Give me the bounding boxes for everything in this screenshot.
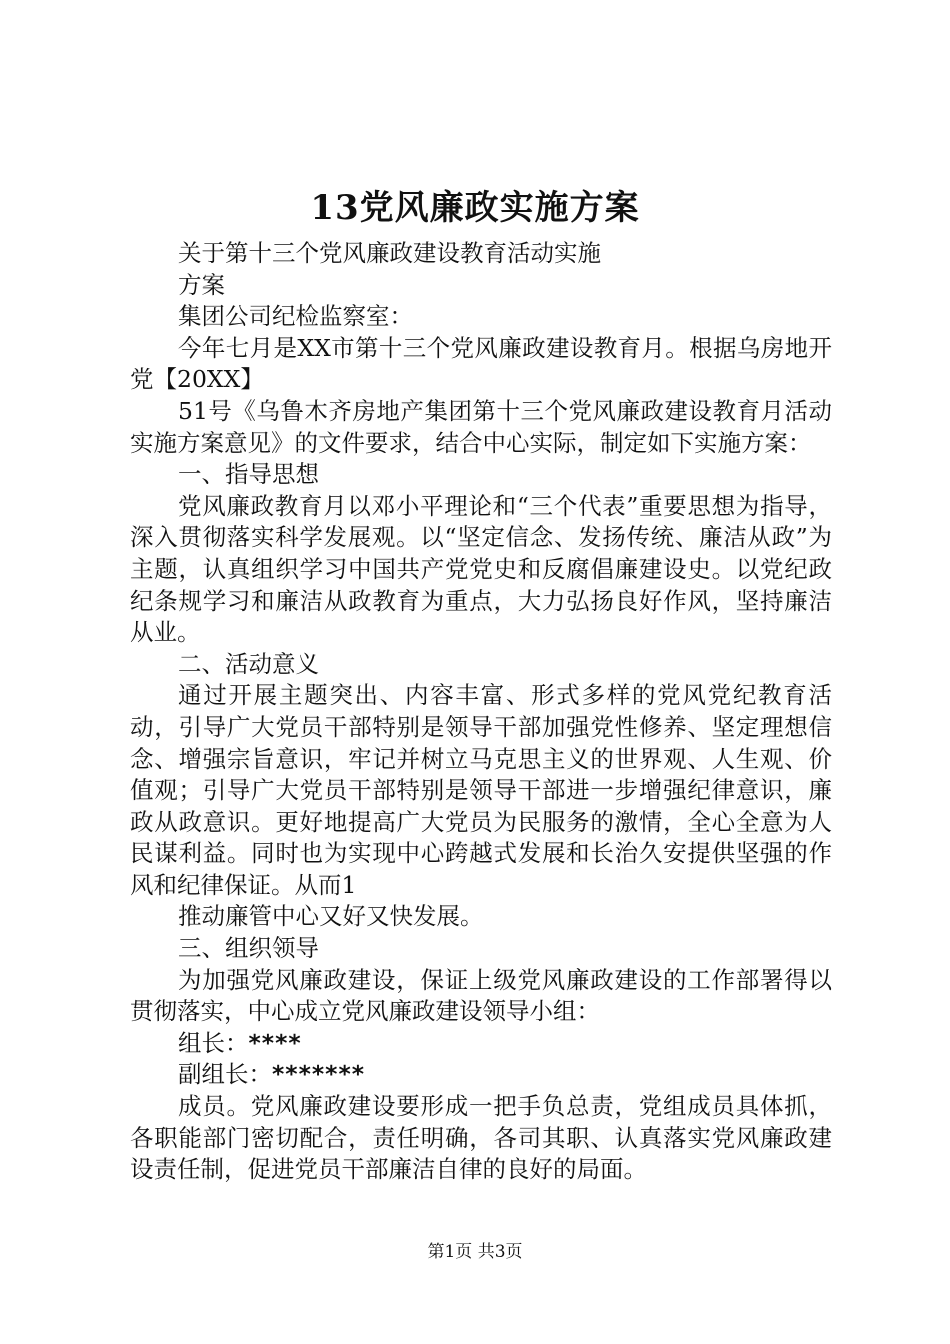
section-heading-guiding-thought: 一、指导思想 <box>178 460 319 489</box>
subtitle-line-continued: 方案 <box>178 270 225 299</box>
deputy-leader-line <box>130 1059 832 1091</box>
leader-value: **** <box>248 1028 302 1057</box>
document-body <box>130 238 832 1186</box>
deputy-leader-value: ******* <box>272 1060 366 1089</box>
leader-label: 组长： <box>178 1028 249 1057</box>
section-heading-significance: 二、活动意义 <box>178 649 319 678</box>
page-footer: 第1页 共3页 <box>427 1242 523 1262</box>
addressee: 集团公司纪检监察室： <box>178 302 413 331</box>
intro-paragraph: 今年七月是XX市第十三个党风廉政建设教育月。根据乌房地开党【20XX】 <box>130 333 832 394</box>
deputy-leader-label: 副组长： <box>178 1060 272 1089</box>
subtitle-line: 关于第十三个党风廉政建设教育活动实施 <box>178 239 601 267</box>
leader-line <box>130 1028 832 1060</box>
section-heading-leadership: 三、组织领导 <box>178 934 319 963</box>
significance-paragraph: 通过开展主题突出、内容丰富、形式多样的党风党纪教育活动，引导广大党员干部特别是领导干部加强党性修养、坚定理想信念、增强宗旨意识，牢记并树立马克思主义的世界观、人生观、价值观；引导广大党员干部特别是领导干部进一步增强纪律意识，廉政从政意识。更好地提高广大党员为民服务的激情，全心全意为人民谋利益。同时也为实现中心跨越式发展和长治久安提供坚强的作风和纪律保证。从而1 <box>130 681 832 899</box>
guiding-thought-paragraph: 党风廉政教育月以邓小平理论和“三个代表”重要思想为指导，深入贯彻落实科学发展观。以“坚定信念、发扬传统、廉洁从政”为主题，认真组织学习中国共产党党史和反腐倡廉建设史。以党纪政纪条规学习和廉洁从政教育为重点，大力弘扬良好作风，坚持廉洁从业。 <box>130 491 832 647</box>
significance-paragraph-continued: 推动廉管中心又好又快发展。 <box>178 902 484 931</box>
leadership-paragraph: 为加强党风廉政建设，保证上级党风廉政建设的工作部署得以贯彻落实，中心成立党风廉政建设领导小组： <box>130 965 832 1026</box>
document-title: 13党风廉政实施方案 <box>310 188 640 228</box>
members-paragraph: 成员。党风廉政建设要形成一把手负总责，党组成员具体抓，各职能部门密切配合，责任明确，各司其职、认真落实党风廉政建设责任制，促进党员干部廉洁自律的良好的局面。 <box>130 1092 832 1184</box>
intro-paragraph-continued: 51号《乌鲁木齐房地产集团第十三个党风廉政建设教育月活动实施方案意见》的文件要求，结合中心实际，制定如下实施方案： <box>130 396 832 457</box>
